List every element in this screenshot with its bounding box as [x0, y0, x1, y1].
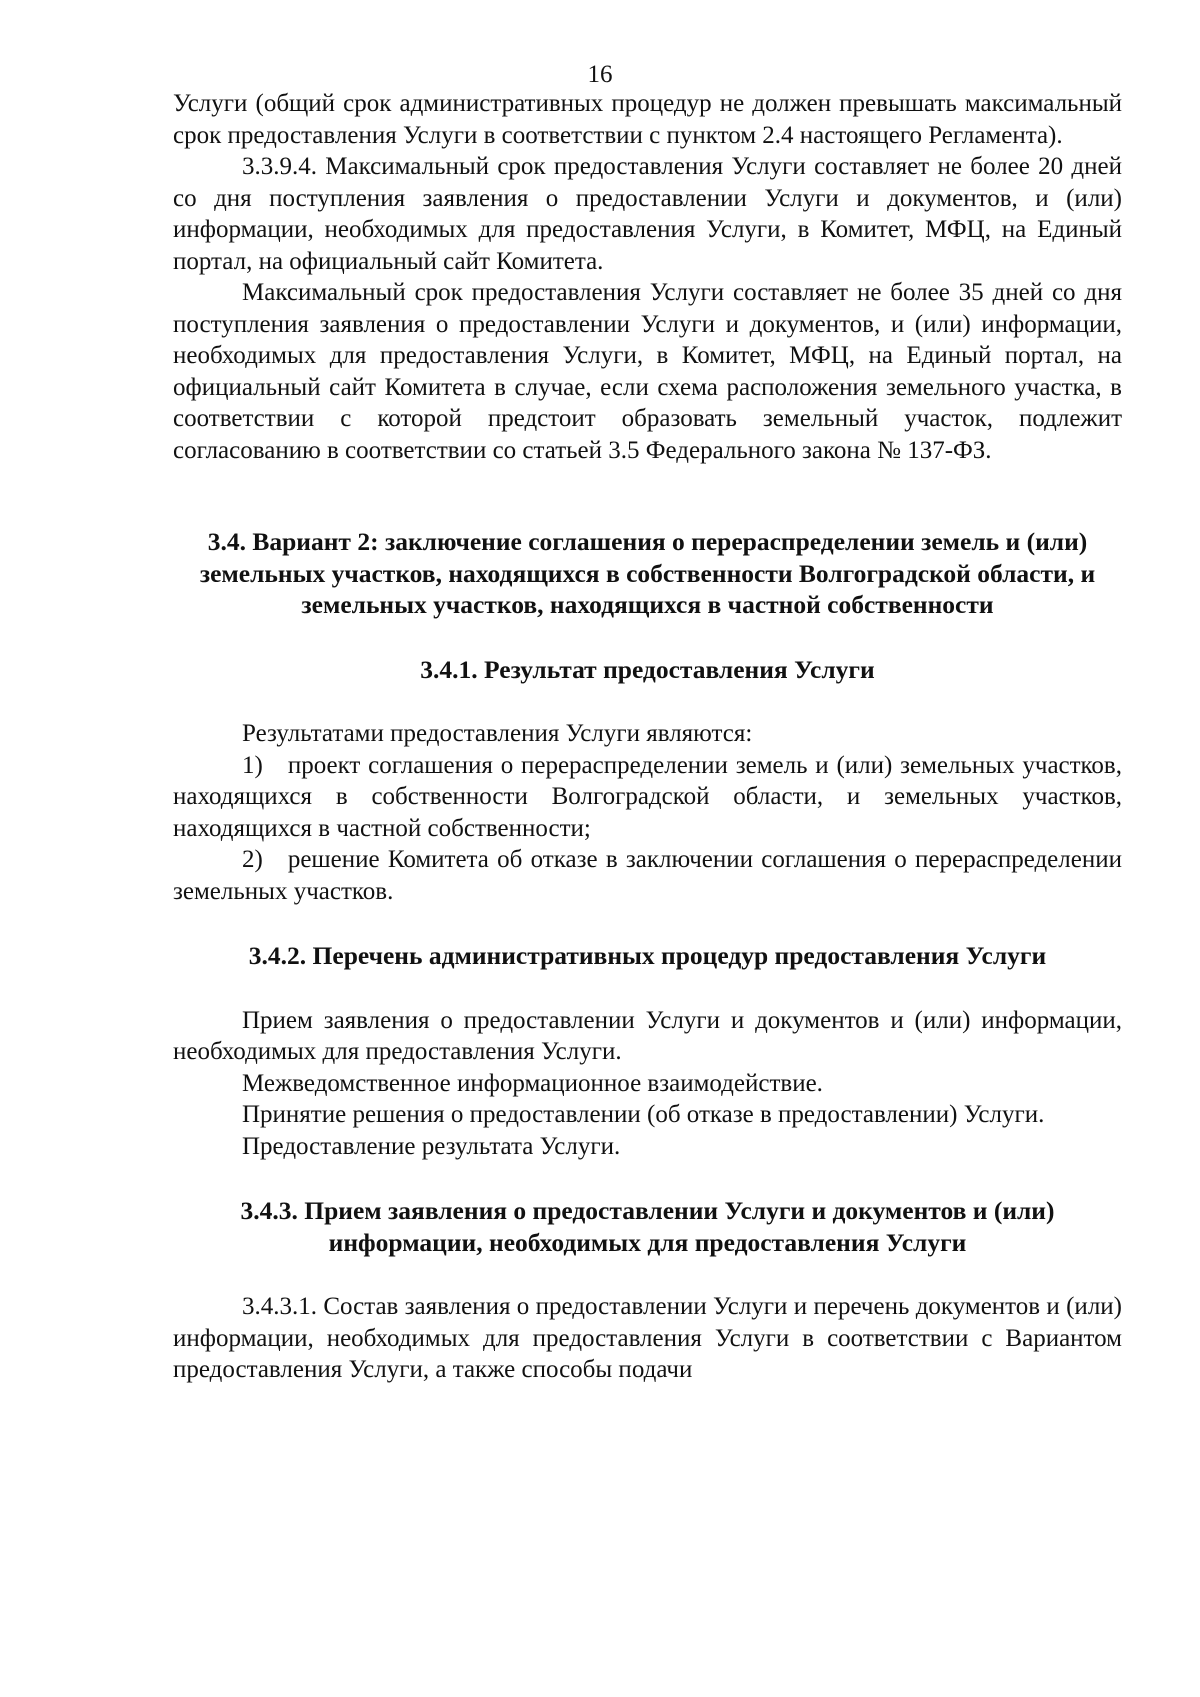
paragraph-procedure-4: Предоставление результата Услуги.	[242, 1132, 621, 1160]
paragraph-3-3-9-4: 3.3.9.4. Максимальный срок предоставления Услуги составляет не более 20 дней со дня поступления заявления о предоставлении Услуги и документов, и (или) информации, необходимых для предоставления Услуги, в Комитет, МФЦ, на Единый портал, на официальный сайт Комитета.	[173, 153, 1122, 275]
paragraph-procedure-3: Принятие решения о предоставлении (об отказе в предоставлении) Услуги.	[242, 1101, 1045, 1128]
paragraph-continuation: Услуги (общий срок административных процедур не должен превышать максимальный срок предоставления Услуги в соответствии с пунктом 2.4 настоящего Регламента).	[173, 90, 1122, 149]
section-heading-3-4-2: 3.4.2. Перечень административных процедур предоставления Услуги	[248, 941, 1047, 970]
section-heading-3-4-3: 3.4.3. Прием заявления о предоставлении Услуги и документов и (или) информации, необходимых для предоставления Услуги	[240, 1196, 1055, 1257]
paragraph-procedure-1: Прием заявления о предоставлении Услуги и документов и (или) информации, необходимых для предоставления Услуги.	[173, 1006, 1122, 1065]
paragraph-max-term-35: Максимальный срок предоставления Услуги составляет не более 35 дней со дня поступления заявления о предоставлении Услуги и документов, и (или) информации, необходимых для предоставления Услуги, в Комитет, МФЦ, на Единый портал, на официальный сайт Комитета в случае, если схема расположения земельного участка, в соответствии с которой предстоит образовать земельный участок, подлежит согласованию в соответствии со статьей 3.5 Федерального закона № 137-ФЗ.	[173, 279, 1122, 464]
document-body	[173, 88, 1122, 1386]
paragraph-3-4-3-1: 3.4.3.1. Состав заявления о предоставлении Услуги и перечень документов и (или) информации, необходимых для предоставления Услуги в соответствии с Вариантом предоставления Услуги, а также способы подачи	[173, 1293, 1122, 1383]
section-heading-3-4-1: 3.4.1. Результат предоставления Услуги	[420, 654, 875, 684]
paragraph-results-intro: Результатами предоставления Услуги являются:	[242, 720, 753, 747]
page-number: 16	[587, 61, 613, 88]
list-item-1: 1) проект соглашения о перераспределении земель и (или) земельных участков, находящихся в собственности Волгоградской области, и земельных участков, находящихся в частной собственности;	[173, 751, 1122, 842]
list-item-2: 2) решение Комитета об отказе в заключении соглашения о перераспределении земельных участков.	[173, 846, 1122, 905]
section-heading-3-4: 3.4. Вариант 2: заключение соглашения о перераспределении земель и (или) земельных участков, находящихся в собственности Волгоградской области, и земельных участков, находящихся в частной собственности	[199, 527, 1096, 619]
paragraph-procedure-2: Межведомственное информационное взаимодействие.	[242, 1069, 823, 1097]
